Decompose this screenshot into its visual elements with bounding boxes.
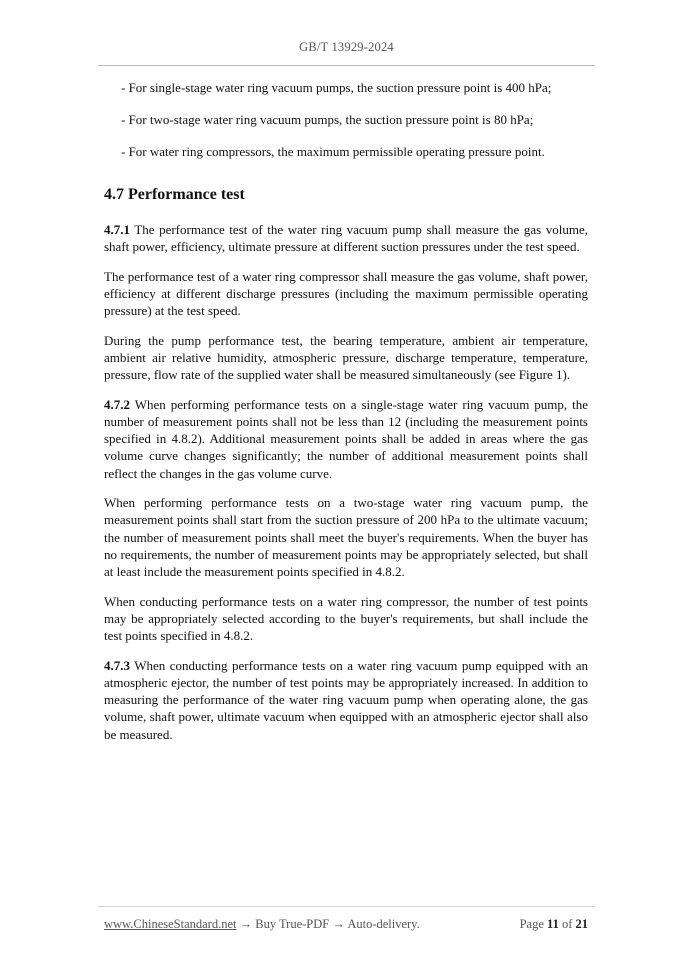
section-heading: 4.7 Performance test <box>104 185 245 203</box>
list-item: - For single-stage water ring vacuum pumps, the suction pressure point is 400 hPa; <box>121 80 552 95</box>
paragraph-4-7-1 <box>104 221 588 255</box>
clause-number: 4.7.2 <box>104 396 130 412</box>
paragraph-text: The performance test of the water ring vacuum pump shall measure the gas volume, shaft power, efficiency, ultimate pressure at different suction pressures under the test speed. <box>104 221 588 254</box>
list-item: - For two-stage water ring vacuum pumps, the suction pressure point is 80 hPa; <box>121 112 534 128</box>
paragraph <box>104 494 588 580</box>
buy-link[interactable]: Buy True-PDF <box>255 917 330 931</box>
paragraph-text: When conducting performance tests on a water ring vacuum pump equipped with an atmospheric ejector, the number of test points may be appropriately increased. In addition to measuring the performance of the water ring vacuum pump when operating alone, the gas volume, shaft power, ultimate vacuum when equipped with an atmospheric ejector shall also be measured. <box>104 657 588 742</box>
document-body <box>104 79 588 755</box>
paragraph-text: During the pump performance test, the bearing temperature, ambient air temperature, ambient air relative humidity, atmospheric pressure, discharge temperature, temperature, pressure, flow rate of the supplied water shall be measured simultaneously (see Figure 1). <box>104 332 588 383</box>
clause-number: 4.7.3 <box>104 657 130 673</box>
arrow-icon: → <box>236 917 256 931</box>
paragraph-text: When performing performance tests on a single-stage water ring vacuum pump, the number of measurement points shall not be less than 12 (including the measurement points specified in 4.8.2). Additional measurement points shall be added in areas where the gas volume curve changes significantly; the number of additional measurement points shall reflect the changes in the gas volume curve. <box>104 396 588 481</box>
paragraph <box>104 268 588 320</box>
delivery-text: Auto-delivery. <box>347 917 420 931</box>
paragraph <box>104 593 588 645</box>
list-item: - For water ring compressors, the maximum permissible operating pressure point. <box>121 144 545 160</box>
footer-divider <box>98 906 595 907</box>
footer-links <box>104 917 420 932</box>
total-pages: 21 <box>575 917 588 931</box>
clause-number: 4.7.1 <box>104 221 130 237</box>
paragraph-4-7-3 <box>104 657 588 743</box>
header-divider <box>98 65 595 66</box>
paragraph <box>104 332 588 384</box>
paragraph-text: When conducting performance tests on a water ring compressor, the number of test points may be appropriately selected according to the buyer's requirements, but shall include the test points specified in 4.8.2. <box>104 593 588 644</box>
of-label: of <box>558 917 576 931</box>
site-link[interactable]: www.ChineseStandard.net <box>104 917 237 931</box>
paragraph-text: The performance test of a water ring compressor shall measure the gas volume, shaft power, efficiency at different discharge pressures (including the maximum permissible operating pressure) at the test speed. <box>104 268 588 318</box>
paragraph-4-7-2 <box>104 396 588 482</box>
paragraph-text: When performing performance tests on a two-stage water ring vacuum pump, the measurement points shall start from the suction pressure of 200 hPa to the ultimate vacuum; the number of measurement points shall meet the buyer's requirements. When the buyer has no requirements, the number of measurement points may be appropriately selected, but shall at least include the measurement points specified in 4.8.2. <box>104 495 588 580</box>
current-page: 11 <box>547 917 559 931</box>
standard-code: GB/T 13929-2024 <box>299 40 394 54</box>
page-label: Page <box>519 917 548 931</box>
page-header <box>0 40 693 55</box>
arrow-icon: → <box>329 917 348 931</box>
page-number <box>520 917 588 932</box>
